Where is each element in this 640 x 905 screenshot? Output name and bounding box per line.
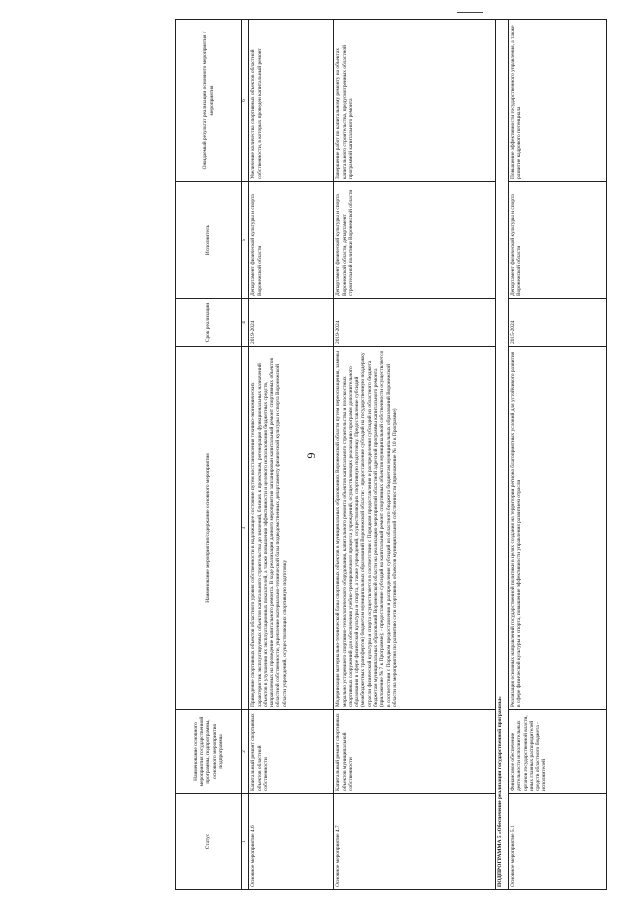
- column-number: 6: [242, 20, 249, 182]
- header-result: Ожидаемый результат реализации основного мероприятия /мероприятия: [176, 20, 242, 182]
- rotated-table-container: [175, 20, 607, 890]
- row-name: Капитальный ремонт спортивных объектов областной собственности: [249, 710, 334, 794]
- row-name: Финансовое обеспечение деятельности исполнительных органов государственной власти, иных главных распорядителей средств областного бюджета - исполнителей: [509, 710, 607, 794]
- row-status: Основное мероприятие 4.7: [334, 794, 496, 890]
- row-term: 2019-2024: [334, 299, 496, 347]
- header-executor: Исполнитель: [176, 182, 242, 299]
- column-number: 1: [242, 794, 249, 890]
- row-name: Капитальный ремонт спортивных объектов муниципальной собственности: [334, 710, 496, 794]
- row-result: Повышение эффективности государственного управления, а также развитие кадрового потенциала: [509, 20, 607, 182]
- row-status: Основное мероприятие 4.6: [249, 794, 334, 890]
- column-number: 4: [242, 299, 249, 347]
- column-numbers-row: [242, 20, 249, 890]
- row-status: Основное мероприятие 5.1: [509, 794, 607, 890]
- column-number: 5: [242, 182, 249, 299]
- top-rule: [457, 12, 483, 13]
- header-status: Статус: [176, 794, 242, 890]
- subprogram-title: ПОДПРОГРАММА 5 «Обеспечение реализации государственной программы»: [496, 20, 509, 890]
- row-executor: Департамент физической культуры и спорта Воронежской области: [249, 182, 334, 299]
- row-executor: Департамент физической культуры и спорта Воронежской области, департамент строительной политики Воронежской области: [334, 182, 496, 299]
- header-name: Наименование основного мероприятия государственной программы, подпрограммы, основного мероприятия подпрограммы: [176, 710, 242, 794]
- row-content: Модернизация материально-технической базы спортивных объектов в муниципальных образованиях Воронежской области путем переоснащения, замены морально устаревшего спортивно-технологического оборудования, капитального ремонта объектов капитального строительства и плоскостных спортивных сооружений для обеспечения учебно-тренировочного процесса учреждений, осуществляющих реализацию программ дополнительного образования в сфере физической культуры и спорта, а также учреждений, осуществляющих спортивную подготовку. Предоставление субсидий (межбюджетных трансфертов) бюджетам муниципальных образований Воронежской области: - предоставление субсидий на государственную поддержку отрасли физической культуры и спорта осуществляется в соответствии с Порядком предоставления и распределения субсидий из областного бюджета бюджетам муниципальных образований Воронежской области на реализацию мероприятий областной адресной программы капитального ремонта (приложение № 7 к Программе); - предоставление субсидий на капитальный ремонт спортивных объектов муниципальной собственности осуществляется в соответствии с Порядком предоставления и распределения субсидий из областного бюджета бюджетам муниципальных образований Воронежской области на мероприятия по развитию сети спортивных объектов муниципальной собственности (приложение № 10 к Программе): [334, 347, 496, 710]
- subprogram-row: [496, 20, 509, 890]
- row-executor: Департамент физической культуры и спорта Воронежской области: [509, 182, 607, 299]
- table-row: [509, 20, 607, 890]
- row-content: Реализация основных направлений государственной политики в целях создания на территории региона благоприятных условий для устойчивого развития в сфере физической культуры и спорта, повышение эффективности управления развитием отрасли: [509, 347, 607, 710]
- table-row: [334, 20, 496, 890]
- row-term: 2015-2024: [509, 299, 607, 347]
- table-row: [249, 20, 334, 890]
- program-table: [175, 19, 607, 890]
- row-term: 2019-2024: [249, 299, 334, 347]
- header-content: Наименование мероприятия/содержание основного мероприятия: [176, 347, 242, 710]
- row-content: Приведение спортивных объектов областного уровня собственности в надлежащее состояние путем восстановления технико-экономических характеристик эксплуатируемых объектов капитального строительства до значений, близких к проектным, регенерация функциональных назначений объектов в улучшения их эксплуатационных показателей, а также повышения эффективности и целевого использования бюджетных средств, направляемых на проведение капитального ремонта. В ходе реализации данного мероприятия запланирован капитальный ремонт спортивных объектов областной собственности, укрепление материально-технической базы подведомственных департаменту физической культуры и спорта Воронежской области учреждений, осуществляющих спортивную подготовку: [249, 347, 334, 710]
- header-term: Срок реализации: [176, 299, 242, 347]
- page-number: 6: [304, 452, 319, 459]
- column-number: 3: [242, 347, 249, 710]
- row-result: Увеличение количества спортивных объектов областной собственности, в которых проведен капитальный ремонт: [249, 20, 334, 182]
- row-result: Завершение работ по капитальному ремонту на объектах капитального строительства, предусмотренных областной программой капитального ремонта: [334, 20, 496, 182]
- column-number: 2: [242, 710, 249, 794]
- header-row: [176, 20, 242, 890]
